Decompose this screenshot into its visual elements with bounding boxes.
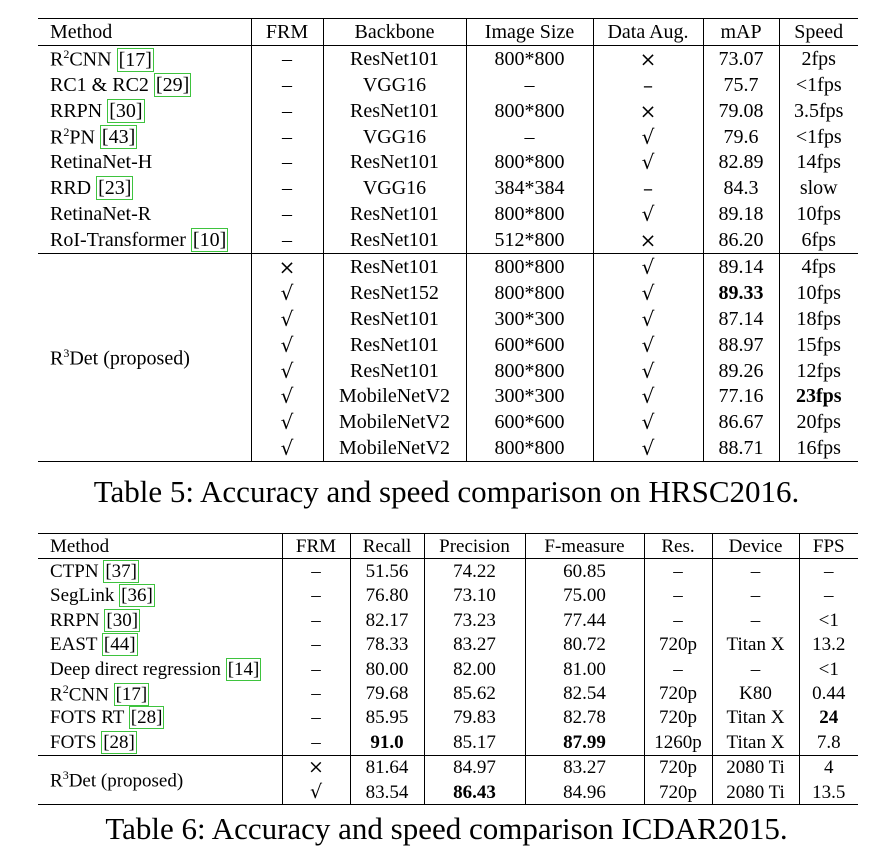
- frm-cell: √: [282, 780, 350, 805]
- header-frm: FRM: [251, 19, 323, 46]
- citation-link[interactable]: [17]: [118, 48, 152, 71]
- table-row: [38, 559, 858, 584]
- frm-cell: √: [251, 306, 323, 332]
- header-precision: Precision: [424, 534, 525, 559]
- backbone-cell: VGG16: [323, 124, 466, 150]
- citation-link[interactable]: [43]: [101, 126, 136, 149]
- header-f-measure: F-measure: [525, 534, 644, 559]
- citation-link[interactable]: [29]: [155, 73, 190, 96]
- table-row: [38, 730, 858, 755]
- device-cell: –: [712, 608, 799, 632]
- speed-cell: 6fps: [801, 229, 836, 252]
- method-cell: RC1 & RC2 [29]: [38, 72, 251, 98]
- backbone-cell: ResNet101: [323, 98, 466, 124]
- speed-cell: 10fps: [796, 203, 841, 226]
- res-cell: 720p: [644, 633, 712, 657]
- table-row: [38, 584, 858, 608]
- citation-link[interactable]: [17]: [115, 684, 148, 706]
- image-size-cell: 800*800: [466, 358, 593, 384]
- method-cell: Deep direct regression [14]: [38, 657, 282, 681]
- table-row: [38, 254, 858, 280]
- device-cell: –: [712, 559, 799, 584]
- f-measure-cell: 84.96: [525, 780, 644, 805]
- frm-cell: –: [282, 681, 350, 705]
- device-cell: 2080 Ti: [712, 755, 799, 780]
- frm-cell: –: [282, 584, 350, 608]
- map-cell: 86.67: [703, 409, 779, 435]
- precision-cell: 73.23: [424, 608, 525, 632]
- data-aug-cell: √: [593, 280, 703, 306]
- image-size-cell: –: [466, 72, 593, 98]
- precision-cell: 73.10: [424, 584, 525, 608]
- header-map: mAP: [703, 19, 779, 46]
- recall-cell: 85.95: [350, 706, 424, 730]
- table-row: [38, 227, 858, 253]
- recall-cell-best: 91.0: [350, 730, 424, 755]
- citation-link[interactable]: [23]: [98, 177, 132, 200]
- table-row: [38, 633, 858, 657]
- backbone-cell: ResNet101: [323, 332, 466, 358]
- f-measure-cell: 60.85: [525, 559, 644, 584]
- res-cell: –: [644, 608, 712, 632]
- frm-cell: √: [251, 409, 323, 435]
- frm-cell: –: [251, 201, 323, 227]
- frm-cell: √: [251, 332, 323, 358]
- citation-link[interactable]: [36]: [121, 585, 153, 607]
- frm-cell: ×: [282, 755, 350, 780]
- speed-cell-best: 23fps: [795, 385, 842, 408]
- f-measure-cell: 83.27: [525, 755, 644, 780]
- recall-cell: 80.00: [350, 657, 424, 681]
- recall-cell: 83.54: [350, 780, 424, 805]
- backbone-cell: VGG16: [323, 175, 466, 201]
- data-aug-cell: √: [593, 435, 703, 461]
- map-cell: 88.71: [703, 435, 779, 461]
- map-cell: 89.14: [703, 254, 779, 280]
- speed-cell: 4fps: [801, 255, 836, 278]
- backbone-cell: VGG16: [323, 72, 466, 98]
- proposed-method-cell: $R^3Det$ (proposed): [38, 755, 282, 805]
- map-cell: 89.26: [703, 358, 779, 384]
- frm-cell: √: [251, 435, 323, 461]
- frm-cell: –: [251, 227, 323, 253]
- map-cell: 75.7: [703, 72, 779, 98]
- map-cell: 82.89: [703, 149, 779, 175]
- method-cell: EAST [44]: [38, 633, 282, 657]
- method-cell: RRD [23]: [38, 175, 251, 201]
- image-size-cell: 800*800: [466, 280, 593, 306]
- map-cell: 79.6: [703, 124, 779, 150]
- speed-cell: 16fps: [796, 437, 841, 460]
- recall-cell: 51.56: [350, 559, 424, 584]
- recall-cell: 78.33: [350, 633, 424, 657]
- fps-cell: 7.8: [816, 731, 841, 753]
- backbone-cell: MobileNetV2: [323, 409, 466, 435]
- device-cell: Titan X: [712, 633, 799, 657]
- table-6-header-row: [38, 534, 858, 559]
- speed-cell: <1fps: [795, 73, 842, 96]
- proposed-method-cell: $R^3Det$ (proposed): [38, 254, 251, 462]
- f-measure-cell-best: 87.99: [525, 730, 644, 755]
- method-cell: RRPN [30]: [38, 608, 282, 632]
- device-cell: K80: [712, 681, 799, 705]
- image-size-cell: 512*800: [466, 227, 593, 253]
- recall-cell: 81.64: [350, 755, 424, 780]
- data-aug-cell: ×: [593, 227, 703, 253]
- table-row: [38, 681, 858, 705]
- map-cell: 77.16: [703, 383, 779, 409]
- table-row: [38, 657, 858, 681]
- frm-cell: –: [251, 175, 323, 201]
- backbone-cell: ResNet101: [323, 358, 466, 384]
- citation-link[interactable]: [28]: [130, 707, 163, 729]
- table-row: [38, 706, 858, 730]
- method-cell: SegLink [36]: [38, 584, 282, 608]
- device-cell: –: [712, 584, 799, 608]
- image-size-cell: 800*800: [466, 254, 593, 280]
- speed-cell: 3.5fps: [794, 99, 844, 122]
- frm-cell: ×: [251, 254, 323, 280]
- citation-link[interactable]: [30]: [106, 609, 139, 631]
- speed-cell: slow: [799, 177, 838, 200]
- precision-cell: 79.83: [424, 706, 525, 730]
- backbone-cell: ResNet152: [323, 280, 466, 306]
- image-size-cell: 600*600: [466, 332, 593, 358]
- backbone-cell: ResNet101: [323, 201, 466, 227]
- header-method: Method: [38, 534, 282, 559]
- frm-cell: –: [282, 633, 350, 657]
- recall-cell: 82.17: [350, 608, 424, 632]
- backbone-cell: ResNet101: [323, 149, 466, 175]
- frm-cell: –: [251, 98, 323, 124]
- precision-cell-best: 86.43: [424, 780, 525, 805]
- fps-cell: 4: [824, 757, 834, 779]
- image-size-cell: 800*800: [466, 149, 593, 175]
- data-aug-cell: √: [593, 124, 703, 150]
- backbone-cell: MobileNetV2: [323, 435, 466, 461]
- table-5: [38, 18, 858, 462]
- backbone-cell: ResNet101: [323, 227, 466, 253]
- citation-link[interactable]: [30]: [109, 99, 143, 122]
- precision-cell: 74.22: [424, 559, 525, 584]
- header-fps: FPS: [812, 535, 845, 557]
- fps-cell: <1: [818, 609, 839, 631]
- image-size-cell: 800*800: [466, 45, 593, 71]
- table-row: [38, 98, 858, 124]
- table-row: [38, 201, 858, 227]
- image-size-cell: –: [466, 124, 593, 150]
- frm-cell: –: [282, 559, 350, 584]
- image-size-cell: 300*300: [466, 306, 593, 332]
- recall-cell: 79.68: [350, 681, 424, 705]
- map-cell: 87.14: [703, 306, 779, 332]
- table-row: [38, 72, 858, 98]
- table-row: [38, 175, 858, 201]
- f-measure-cell: 80.72: [525, 633, 644, 657]
- speed-cell: 15fps: [796, 333, 841, 356]
- fps-cell-best: 24: [819, 707, 839, 729]
- res-cell: 720p: [644, 706, 712, 730]
- f-measure-cell: 75.00: [525, 584, 644, 608]
- device-cell: Titan X: [712, 730, 799, 755]
- map-cell: 89.18: [703, 201, 779, 227]
- precision-cell: 85.17: [424, 730, 525, 755]
- method-cell: $R^2PN$ [43]: [38, 124, 251, 150]
- backbone-cell: ResNet101: [323, 254, 466, 280]
- fps-cell: <1: [818, 658, 839, 680]
- frm-cell: –: [282, 706, 350, 730]
- device-cell: –: [712, 657, 799, 681]
- frm-cell: –: [282, 608, 350, 632]
- method-cell: RetinaNet-H: [38, 149, 251, 175]
- frm-cell: –: [282, 657, 350, 681]
- header-image-size: Image Size: [466, 19, 593, 46]
- data-aug-cell: √: [593, 306, 703, 332]
- frm-cell: √: [251, 358, 323, 384]
- speed-cell: 2fps: [801, 47, 836, 70]
- backbone-cell: ResNet101: [323, 45, 466, 71]
- frm-cell: √: [251, 280, 323, 306]
- fps-cell: 13.2: [812, 634, 846, 656]
- f-measure-cell: 81.00: [525, 657, 644, 681]
- data-aug-cell: √: [593, 149, 703, 175]
- data-aug-cell: ×: [593, 45, 703, 71]
- table-row: [38, 124, 858, 150]
- map-cell: 73.07: [703, 45, 779, 71]
- citation-link[interactable]: [14]: [227, 658, 260, 680]
- f-measure-cell: 82.54: [525, 681, 644, 705]
- citation-link[interactable]: [44]: [103, 634, 136, 656]
- speed-cell: 20fps: [796, 411, 841, 434]
- header-data-aug: Data Aug.: [593, 19, 703, 46]
- header-recall: Recall: [350, 534, 424, 559]
- header-method: Method: [38, 19, 251, 46]
- data-aug-cell: √: [593, 358, 703, 384]
- image-size-cell: 600*600: [466, 409, 593, 435]
- image-size-cell: 300*300: [466, 383, 593, 409]
- data-aug-cell: ×: [593, 98, 703, 124]
- precision-cell: 82.00: [424, 657, 525, 681]
- image-size-cell: 800*800: [466, 98, 593, 124]
- frm-cell: –: [282, 730, 350, 755]
- speed-cell: 18fps: [796, 307, 841, 330]
- frm-cell: –: [251, 45, 323, 71]
- image-size-cell: 384*384: [466, 175, 593, 201]
- frm-cell: –: [251, 149, 323, 175]
- method-cell: CTPN [37]: [38, 559, 282, 584]
- f-measure-cell: 82.78: [525, 706, 644, 730]
- data-aug-cell: –: [593, 72, 703, 98]
- citation-link[interactable]: [10]: [192, 229, 227, 252]
- fps-cell: –: [824, 561, 834, 583]
- res-cell: 720p: [644, 681, 712, 705]
- table-6: [38, 533, 858, 805]
- table-row: [38, 608, 858, 632]
- method-cell: $R^2CNN$ [17]: [38, 681, 282, 705]
- data-aug-cell: √: [593, 201, 703, 227]
- method-cell: RoI-Transformer [10]: [38, 227, 251, 253]
- table-row: [38, 45, 858, 71]
- fps-cell: 13.5: [812, 781, 846, 803]
- backbone-cell: MobileNetV2: [323, 383, 466, 409]
- speed-cell: 14fps: [796, 151, 841, 174]
- res-cell: –: [644, 584, 712, 608]
- data-aug-cell: √: [593, 254, 703, 280]
- fps-cell: –: [824, 585, 834, 607]
- header-res: Res.: [644, 534, 712, 559]
- backbone-cell: ResNet101: [323, 306, 466, 332]
- data-aug-cell: √: [593, 332, 703, 358]
- speed-cell: 10fps: [796, 281, 841, 304]
- map-cell-best: 89.33: [703, 280, 779, 306]
- header-frm: FRM: [282, 534, 350, 559]
- table-6-caption: Table 6: Accuracy and speed comparison ICDAR2015.: [105, 811, 788, 846]
- table-5-header-row: [38, 19, 858, 46]
- speed-cell: 12fps: [796, 359, 841, 382]
- method-cell: RetinaNet-R: [38, 201, 251, 227]
- citation-link[interactable]: [28]: [103, 731, 135, 753]
- table-row: [38, 149, 858, 175]
- fps-cell: 0.44: [812, 683, 846, 705]
- citation-link[interactable]: [37]: [105, 561, 137, 583]
- frm-cell: √: [251, 383, 323, 409]
- method-cell: FOTS RT [28]: [38, 706, 282, 730]
- res-cell: 1260p: [644, 730, 712, 755]
- map-cell: 84.3: [703, 175, 779, 201]
- map-cell: 86.20: [703, 227, 779, 253]
- method-cell: FOTS [28]: [38, 730, 282, 755]
- table-row: [38, 755, 858, 780]
- f-measure-cell: 77.44: [525, 608, 644, 632]
- precision-cell: 85.62: [424, 681, 525, 705]
- data-aug-cell: –: [593, 175, 703, 201]
- data-aug-cell: √: [593, 383, 703, 409]
- method-cell: $R^2CNN$ [17]: [38, 45, 251, 71]
- header-backbone: Backbone: [323, 19, 466, 46]
- res-cell: –: [644, 559, 712, 584]
- res-cell: 720p: [644, 755, 712, 780]
- map-cell: 88.97: [703, 332, 779, 358]
- method-cell: RRPN [30]: [38, 98, 251, 124]
- header-device: Device: [712, 534, 799, 559]
- image-size-cell: 800*800: [466, 201, 593, 227]
- image-size-cell: 800*800: [466, 435, 593, 461]
- map-cell: 79.08: [703, 98, 779, 124]
- recall-cell: 76.80: [350, 584, 424, 608]
- res-cell: –: [644, 657, 712, 681]
- res-cell: 720p: [644, 780, 712, 805]
- precision-cell: 84.97: [424, 755, 525, 780]
- frm-cell: –: [251, 124, 323, 150]
- device-cell: Titan X: [712, 706, 799, 730]
- table-5-caption: Table 5: Accuracy and speed comparison on HRSC2016.: [93, 474, 800, 509]
- precision-cell: 83.27: [424, 633, 525, 657]
- device-cell: 2080 Ti: [712, 780, 799, 805]
- speed-cell: <1fps: [795, 125, 842, 148]
- data-aug-cell: √: [593, 409, 703, 435]
- header-speed: Speed: [794, 20, 844, 43]
- frm-cell: –: [251, 72, 323, 98]
